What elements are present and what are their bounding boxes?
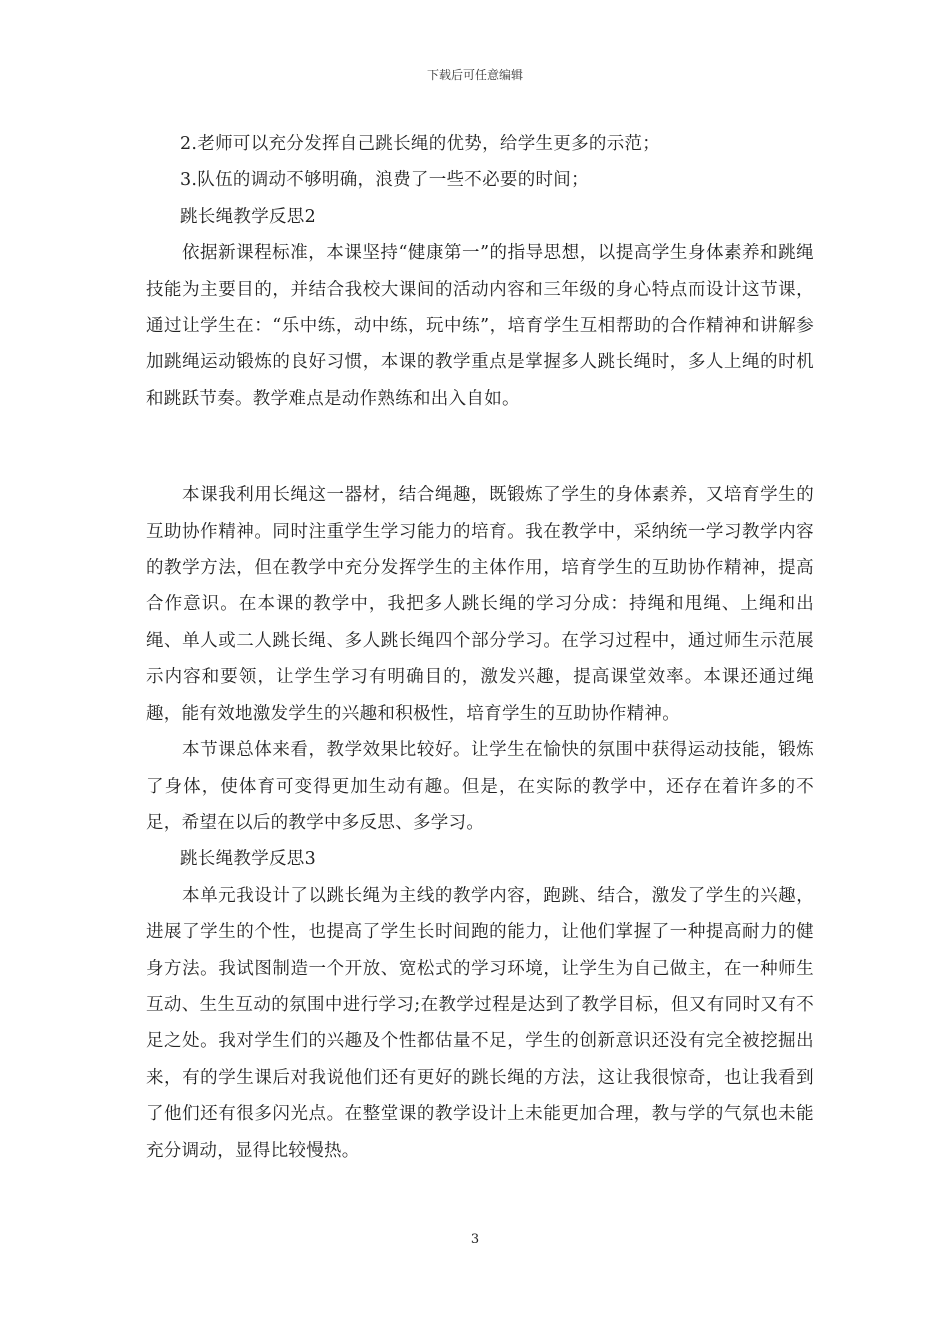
paragraph-gap — [146, 417, 814, 477]
section-heading-2: 跳长绳教学反思2 — [180, 206, 317, 227]
page-header: 下载后可任意编辑 — [426, 68, 523, 82]
list-item-2: 2.老师可以充分发挥自己跳长绳的优势，给学生更多的示范； — [180, 134, 661, 154]
list-item-3: 3.队伍的调动不够明确，浪费了一些不必要的时间； — [180, 170, 589, 191]
section-heading-3: 跳长绳教学反思3 — [180, 849, 317, 870]
body-paragraph-2: 本课我利用长绳这一器材，结合绳趣，既锻炼了学生的身体素养，又培育学生的互助协作精神。同时注重学生学习能力的培育。我在教学中，采纳统一学习教学内容的教学方法，但在教学中充分发挥学生的主体作用，培育学生的互助协作精神，提高合作意识。在本课的教学中，我把多人跳长绳的学习分成：持绳和甩绳、上绳和出绳、单人或二人跳长绳、多人跳长绳四个部分学习。在学习过程中，通过师生示范展示内容和要领，让学生学习有明确目的，激发兴趣，提高课堂效率。本课还通过绳趣，能有效地激发学生的兴趣和积极性，培育学生的互助协作精神。 — [146, 485, 814, 724]
body-paragraph-3: 本节课总体来看，教学效果比较好。让学生在愉快的氛围中获得运动技能，锻炼了身体，使体育可变得更加生动有趣。但是，在实际的教学中，还存在着许多的不足，希望在以后的教学中多反思、多学习。 — [146, 740, 814, 833]
body-paragraph-1: 依据新课程标准，本课坚持“健康第一”的指导思想，以提高学生身体素养和跳绳技能为主要目的，并结合我校大课间的活动内容和三年级的身心特点而设计这节课，通过让学生在：“乐中练，动中练，玩中练”，培育学生互相帮助的合作精神和讲解参加跳绳运动锻炼的良好习惯，本课的教学重点是掌握多人跳长绳时，多人上绳的时机和跳跃节奏。教学难点是动作熟练和出入自如。 — [146, 243, 814, 409]
document-body — [146, 126, 814, 1169]
body-paragraph-4: 本单元我设计了以跳长绳为主线的教学内容，跑跳、结合，激发了学生的兴趣，进展了学生的个性，也提高了学生长时间跑的能力，让他们掌握了一种提高耐力的健身方法。我试图制造一个开放、宽松式的学习环境，让学生为自己做主，在一种师生互动、生生互动的氛围中进行学习;在教学过程是达到了教学目标，但又有同时又有不足之处。我对学生们的兴趣及个性都估量不足，学生的创新意识还没有完全被挖掘出来，有的学生课后对我说他们还有更好的跳长绳的方法，这让我很惊奇，也让我看到了他们还有很多闪光点。在整堂课的教学设计上未能更加合理，教与学的气氛也未能充分调动，显得比较慢热。 — [146, 885, 814, 1161]
page-number: 3 — [470, 1232, 480, 1247]
